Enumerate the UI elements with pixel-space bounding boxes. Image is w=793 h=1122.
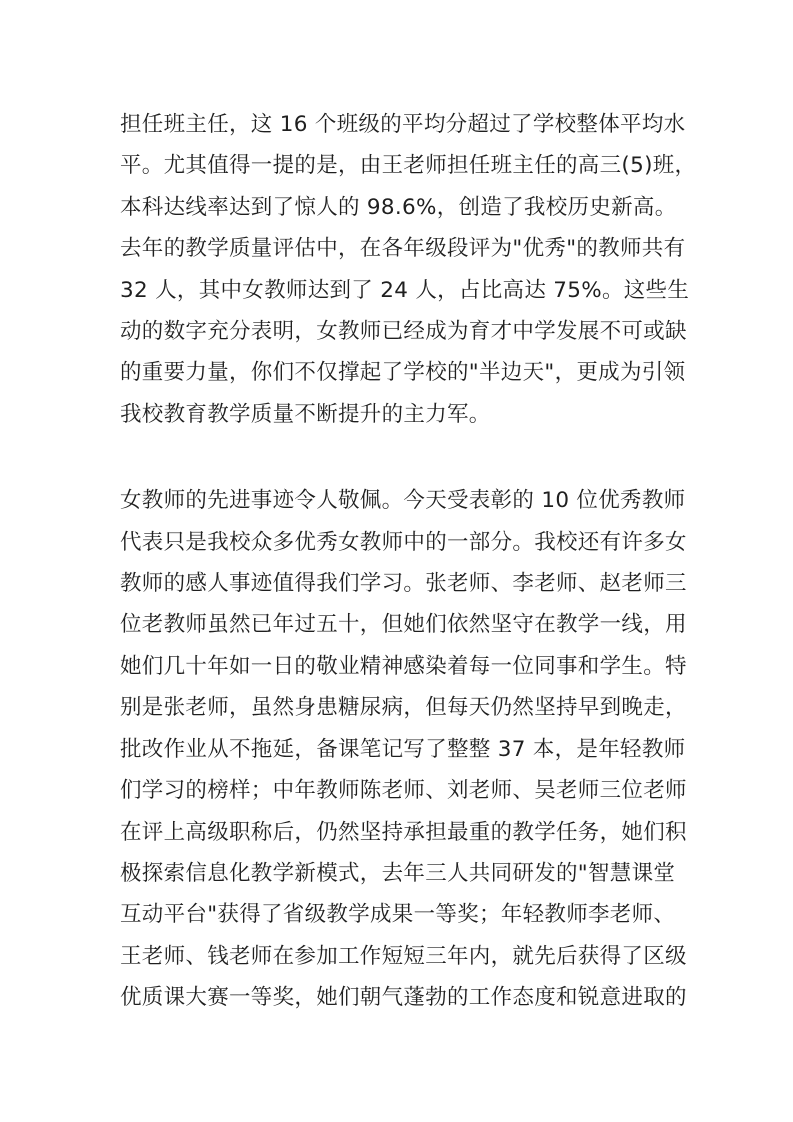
text-line: 动的数字充分表明，女教师已经成为育才中学发展不可或缺: [120, 319, 687, 345]
text-content: [120, 104, 697, 1019]
text-line: 本科达线率达到了惊人的 98.6%，创造了我校历史新高。: [120, 194, 677, 220]
text-line: 们学习的榜样；中年教师陈老师、刘老师、吴老师三位老师: [120, 778, 687, 804]
text-line: 的重要力量，你们不仅撑起了学校的"半边天"，更成为引领: [120, 360, 686, 386]
text-line: 互动平台"获得了省级教学成果一等奖；年轻教师李老师、: [120, 902, 676, 928]
text-line: 去年的教学质量评估中，在各年级段评为"优秀"的教师共有: [120, 236, 686, 262]
paragraph-role-models: [120, 480, 686, 1018]
text-line: 别是张老师，虽然身患糖尿病，但每天仍然坚持早到晚走，: [120, 695, 687, 721]
text-line: 位老教师虽然已年过五十，但她们依然坚守在教学一线，用: [120, 612, 687, 638]
text-line: 女教师的先进事迹令人敬佩。今天受表彰的 10 位优秀教师: [120, 488, 686, 514]
text-line: 王老师、钱老师在参加工作短短三年内，就先后获得了区级: [120, 943, 687, 969]
text-line: 极探索信息化教学新模式，去年三人共同研发的"智慧课堂: [120, 860, 676, 886]
text-line: 优质课大赛一等奖，她们朝气蓬勃的工作态度和锐意进取的: [120, 985, 687, 1011]
text-line: 代表只是我校众多优秀女教师中的一部分。我校还有许多女: [120, 529, 687, 555]
paragraph-achievements: [120, 104, 697, 435]
text-line: 批改作业从不拖延，备课笔记写了整整 37 本，是年轻教师: [120, 736, 686, 762]
text-line: 担任班主任，这 16 个班级的平均分超过了学校整体平均水: [120, 112, 686, 137]
text-line: 她们几十年如一日的敬业精神感染着每一位同事和学生。特: [120, 653, 687, 679]
text-line: 平。尤其值得一提的是，由王老师担任班主任的高三(5)班，: [120, 153, 697, 179]
text-line: 32 人，其中女教师达到了 24 人，占比高达 75%。这些生: [120, 277, 690, 303]
text-line: 我校教育教学质量不断提升的主力军。: [120, 401, 491, 427]
text-line: 教师的感人事迹值得我们学习。张老师、李老师、赵老师三: [120, 571, 687, 597]
text-line: 在评上高级职称后，仍然坚持承担最重的教学任务，她们积: [120, 819, 687, 845]
